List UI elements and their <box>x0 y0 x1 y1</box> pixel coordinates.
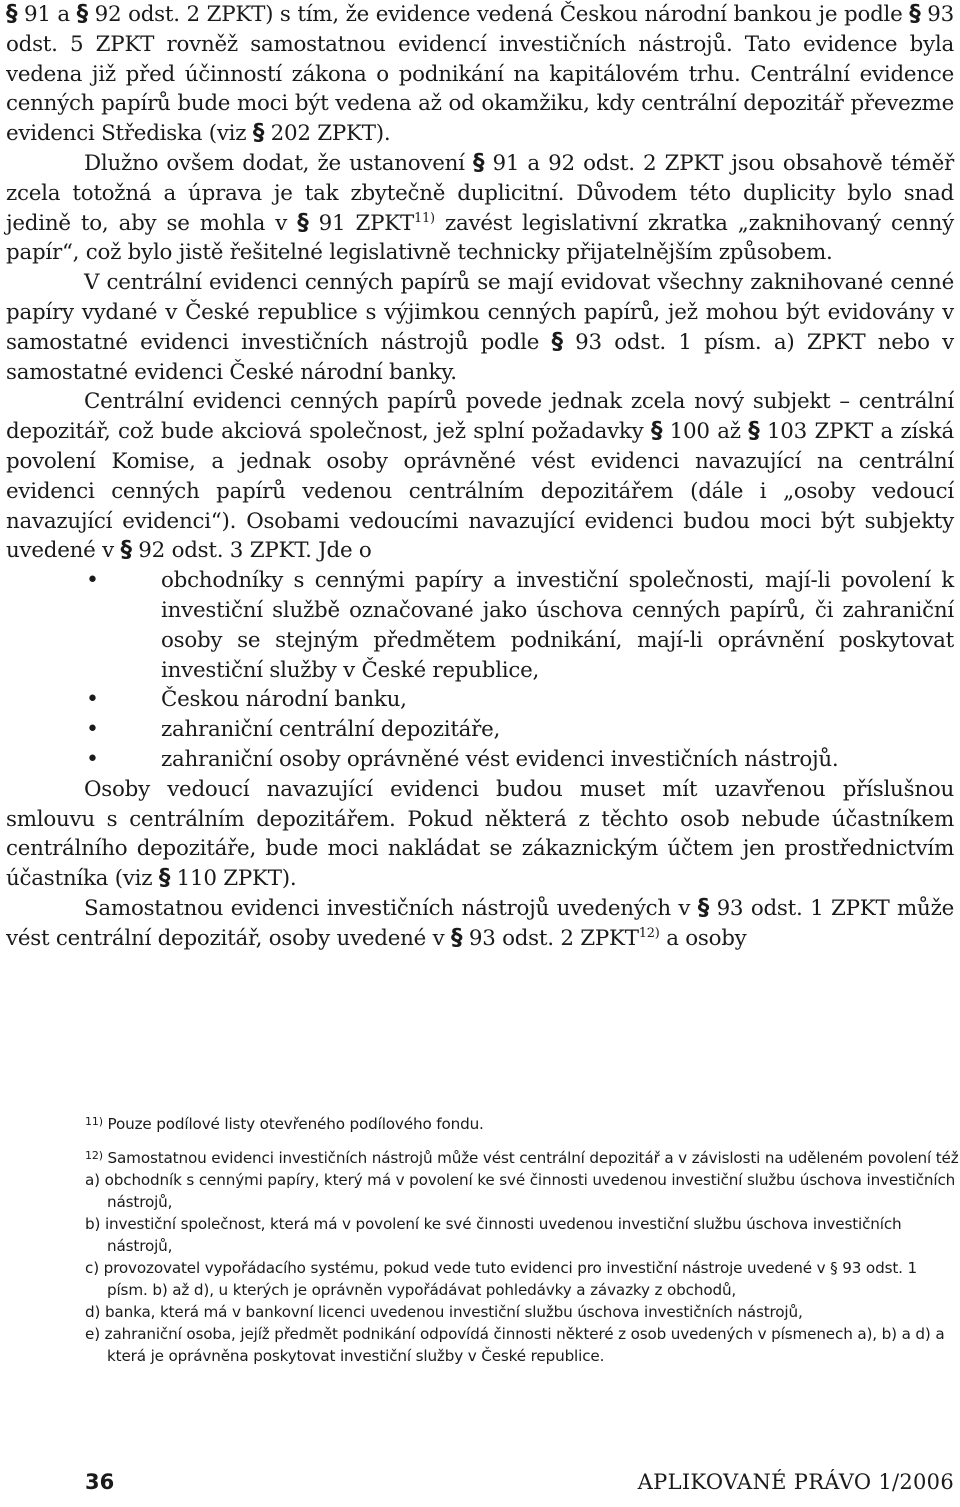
section-sign: § <box>6 1 18 27</box>
list-item: • zahraniční centrální depozitáře, <box>6 715 954 745</box>
footnote-11 <box>85 1111 960 1135</box>
footnote-text: Samostatnou evidenci investičních nástrojů může vést centrální depozitář a v závislosti na uděleném povolení též <box>102 1149 959 1167</box>
footnote-text: Pouze podílové listy otevřeného podílového fondu. <box>102 1115 484 1133</box>
footnote-item: d) banka, která má v bankovní licenci uvedenou investiční službu úschova investičních nástrojů, <box>85 1303 803 1321</box>
paragraph-continuation: § 91 a § 92 odst. 2 ZPKT) s tím, že evidence vedená Českou národní bankou je podle § 93 odst. 5 ZPKT rovněž samostatnou evidencí investičních nástrojů. Tato evidence byla vedena již před účinností zákona o podnikání na kapitálovém trhu. Centrální evidence cenných papírů bude moci být vedena až od okamžiku, kdy centrální depozitář převezme evidenci Střediska (viz § 202 ZPKT). <box>6 1 954 147</box>
footnote-mark: 11) <box>85 1115 103 1128</box>
section-sign: § <box>451 924 463 951</box>
section-sign: § <box>748 418 760 445</box>
footnote-item: e) zahraniční osoba, jejíž předmět podnikání odpovídá činnosti některé z osob uvedených v písmenech a), b) a d) a která je oprávněna poskytovat investiční služby v České republice. <box>85 1325 945 1365</box>
paragraph-depository: Centrální evidenci cenných papírů povede jednak zcela nový subjekt – centrální depozitář, což bude akciová společnost, jež splní požadavky § 100 až § 103 ZPKT a získá povolení Komise, a jednak osoby oprávněné vést evidenci navazující na centrální evidenci cenných papírů vedenou centrálním depozitářem (dále i „osoby vedoucí navazující evidenci“). Osobami vedoucími navazující evidenci budou moci být subjekty uvedené v § 92 odst. 3 ZPKT. Jde o <box>6 389 954 564</box>
section-sign: § <box>472 149 485 176</box>
section-sign: § <box>120 537 132 564</box>
footnote-mark: 12) <box>85 1149 103 1162</box>
list-item: • zahraniční osoby oprávněné vést evidenci investičních nástrojů. <box>6 745 954 775</box>
paragraph-contract: Osoby vedoucí navazující evidenci budou muset mít uzavřenou příslušnou smlouvu s centrálním depozitářem. Pokud některá z těchto osob nebude účastníkem centrálního depozitáře, bude moci nakládat se zákaznickým účtem jen prostřednictvím účastníka (viz § 110 ZPKT). <box>6 776 954 892</box>
section-sign: § <box>297 209 309 236</box>
paragraph-separate-evidence: Samostatnou evidenci investičních nástrojů uvedených v § 93 odst. 1 ZPKT může vést centrální depozitář, osoby uvedené v § 93 odst. 2 ZPKT$^{12)}$ a osoby <box>6 894 954 951</box>
page-footer <box>6 1470 954 1504</box>
section-sign: § <box>252 120 265 147</box>
paragraph-central-evidence: V centrální evidenci cenných papírů se mají evidovat všechny zaknihované cenné papíry vydané v České republice s výjimkou cenných papírů, jež mohou být evidovány v samostatné evidenci investičních nástrojů podle § 93 odst. 1 písm. a) ZPKT nebo v samostatné evidenci České národní banky. <box>6 270 954 385</box>
document-page <box>6 0 959 1507</box>
footnote-intro <box>85 1145 960 1169</box>
section-sign: § <box>76 1 88 27</box>
paragraph-duplicity: Dlužno ovšem dodat, že ustanovení § 91 a 92 odst. 2 ZPKT jsou obsahově téměř zcela totožná a úprava je tak zbytečně duplicitní. Důvodem této duplicity bylo snad jedině to, aby se mohla v § 91 ZPKT$^{11)}$ zavést legislativní zkratka „zaknihovaný cenný papír“, což bylo jistě řešitelné legislativně technicky přijatelnějším způsobem. <box>6 149 954 266</box>
bullet-list <box>6 566 954 775</box>
footnotes <box>85 1111 960 1377</box>
list-item: • Českou národní banku, <box>6 685 954 715</box>
main-text <box>6 0 954 954</box>
footnote-item: a) obchodník s cennými papíry, který má v povolení ke své činnosti uvedenou investiční službu úschova investičních nástrojů, <box>85 1171 956 1211</box>
section-sign: § <box>158 865 171 892</box>
journal-title: APLIKOVANÉ PRÁVO 1/2006 <box>637 1470 954 1494</box>
footnote-ref-11[interactable]: 11) <box>413 210 435 226</box>
section-sign: § <box>697 894 710 921</box>
section-sign: § <box>909 1 921 27</box>
footnote-item: b) investiční společnost, která má v povolení ke své činnosti uvedenou investiční službu úschova investičních nástrojů, <box>85 1215 902 1255</box>
list-item: • obchodníky s cennými papíry a investiční společnosti, mají-li povolení k investiční službě označované jako úschova cenných papírů, či zahraniční osoby se stejným předmětem podnikání, mají-li oprávnění poskytovat investiční služby v České republice, <box>6 566 954 685</box>
footnote-ref-12[interactable]: 12) <box>638 925 660 941</box>
section-sign: § <box>551 328 563 355</box>
footnote-item: c) provozovatel vypořádacího systému, pokud vede tuto evidenci pro investiční nástroje uvedené v § 93 odst. 1 písm. b) až d), u kterých je oprávněn vypořádávat pohledávky a závazky z obchodů, <box>85 1259 917 1299</box>
footnote-12 <box>85 1145 960 1367</box>
page-number: 36 <box>85 1470 115 1494</box>
section-sign: § <box>650 418 663 445</box>
